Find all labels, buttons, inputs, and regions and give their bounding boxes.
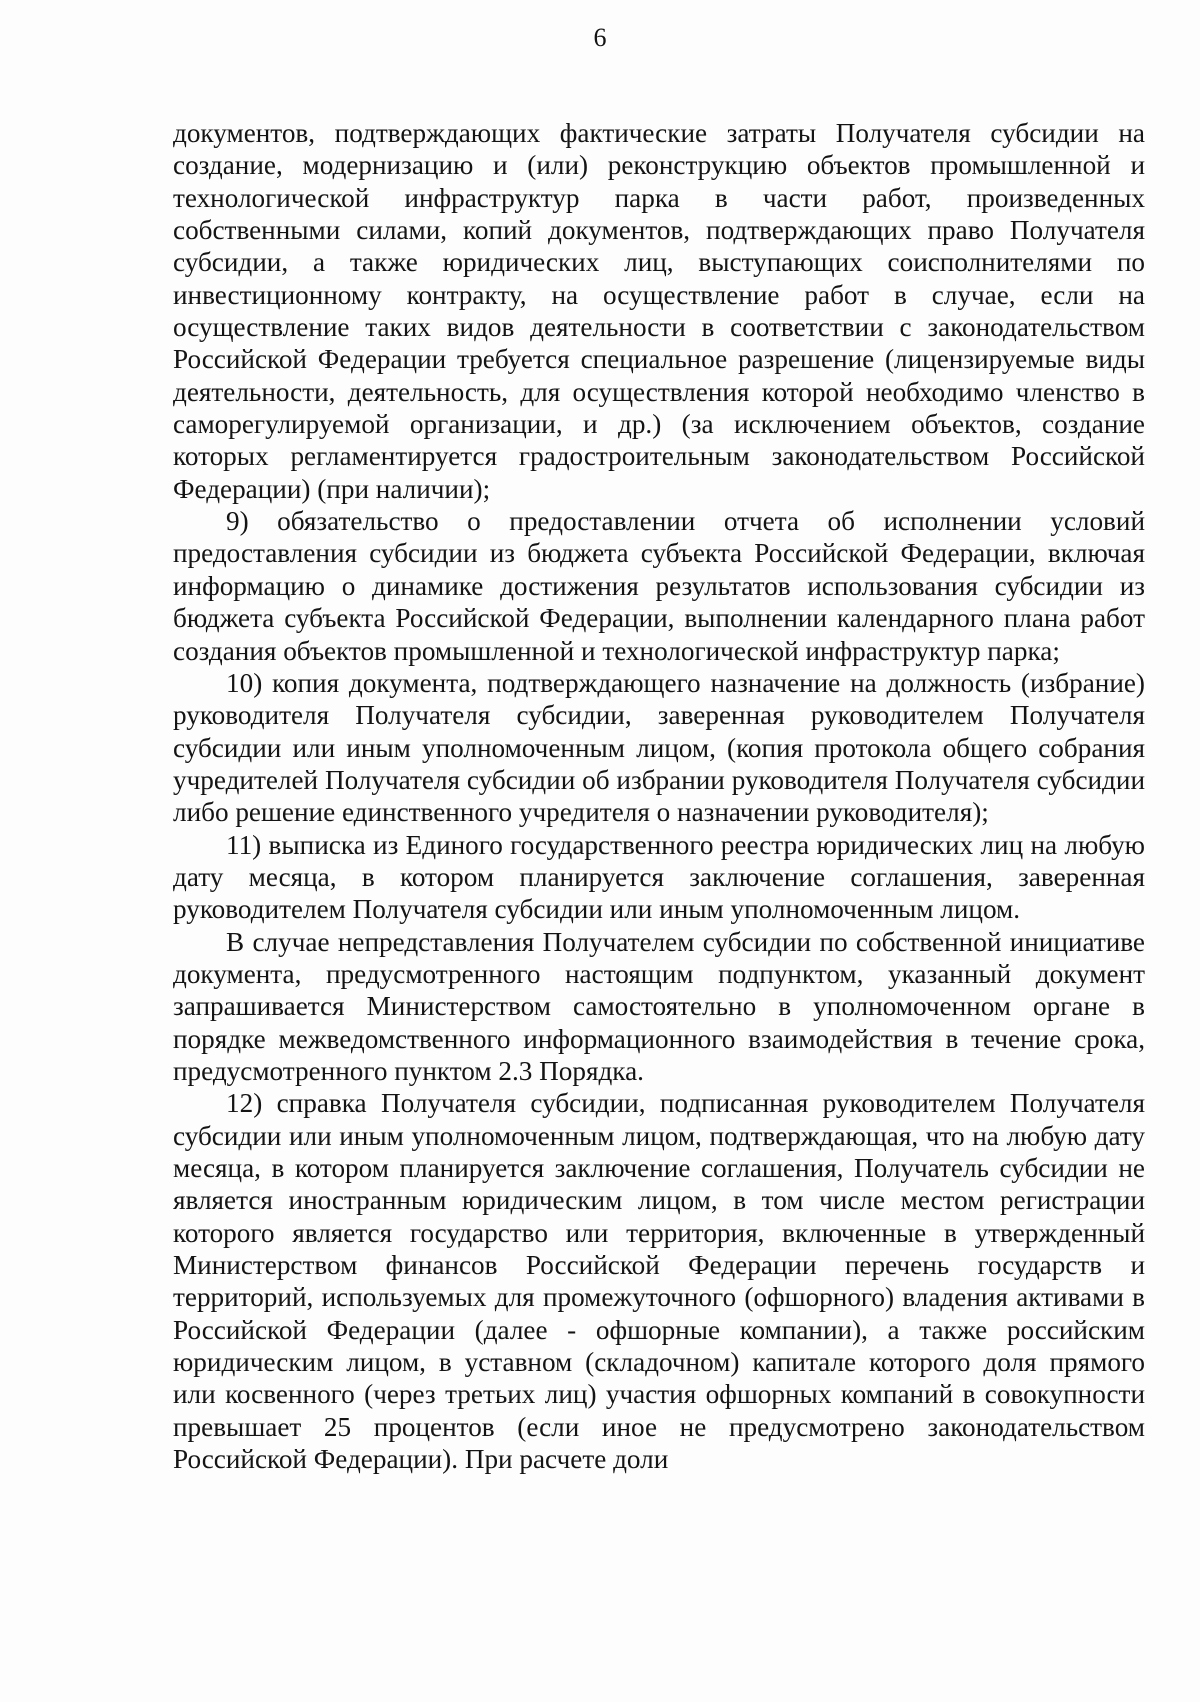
- paragraph-item-12: 12) справка Получателя субсидии, подписанная руководителем Получателя субсидии или иным уполномоченным лицом, подтверждающая, что на любую дату месяца, в котором планируется заключение соглашения, Получатель субсидии не является иностранным юридическим лицом, в том числе местом регистрации которого является государство или территория, включенные в утвержденный Министерством финансов Российской Федерации перечень государств и территорий, используемых для промежуточного (офшорного) владения активами в Российской Федерации (далее - офшорные компании), а также российским юридическим лицом, в уставном (складочном) капитале которого доля прямого или косвенного (через третьих лиц) участия офшорных компаний в совокупности превышает 25 процентов (если иное не предусмотрено законодательством Российской Федерации). При расчете доли: [173, 1088, 1145, 1475]
- paragraph-item-11: 11) выписка из Единого государственного реестра юридических лиц на любую дату месяца, в котором планируется заключение соглашения, заверенная руководителем Получателя субсидии или иным уполномоченным лицом.: [173, 829, 1145, 925]
- paragraph-non-submission-note: В случае непредставления Получателем субсидии по собственной инициативе документа, предусмотренного настоящим подпунктом, указанный документ запрашивается Министерством самостоятельно в уполномоченном органе в порядке межведомственного информационного взаимодействия в течение срока, предусмотренного пунктом 2.3 Порядка.: [173, 926, 1145, 1086]
- paragraph-item-10: 10) копия документа, подтверждающего назначение на должность (избрание) руководителя Получателя субсидии, заверенная руководителем Получателя субсидии или иным уполномоченным лицом, (копия протокола общего собрания учредителей Получателя субсидии об избрании руководителя Получателя субсидии либо решение единственного учредителя о назначении руководителя);: [173, 667, 1145, 828]
- paragraph-item-9: 9) обязательство о предоставлении отчета об исполнении условий предоставления субсидии из бюджета субъекта Российской Федерации, включая информацию о динамике достижения результатов использования субсидии из бюджета субъекта Российской Федерации, выполнении календарного плана работ создания объектов промышленной и технологической инфраструктур парка;: [173, 506, 1145, 666]
- page-number: 6: [593, 23, 607, 52]
- paragraph-continuation: документов, подтверждающих фактические затраты Получателя субсидии на создание, модернизацию и (или) реконструкцию объектов промышленной и технологической инфраструктур парка в части работ, произведенных собственными силами, копий документов, подтверждающих право Получателя субсидии, а также юридических лиц, выступающих соисполнителями по инвестиционному контракту, на осуществление работ в случае, если на осуществление таких видов деятельности в соответствии с законодательством Российской Федерации требуется специальное разрешение (лицензируемые виды деятельности, деятельность, для осуществления которой необходимо членство в саморегулируемой организации, и др.) (за исключением объектов, создание которых регламентируется градостроительным законодательством Российской Федерации) (при наличии);: [173, 118, 1145, 504]
- document-body: [173, 117, 1145, 1475]
